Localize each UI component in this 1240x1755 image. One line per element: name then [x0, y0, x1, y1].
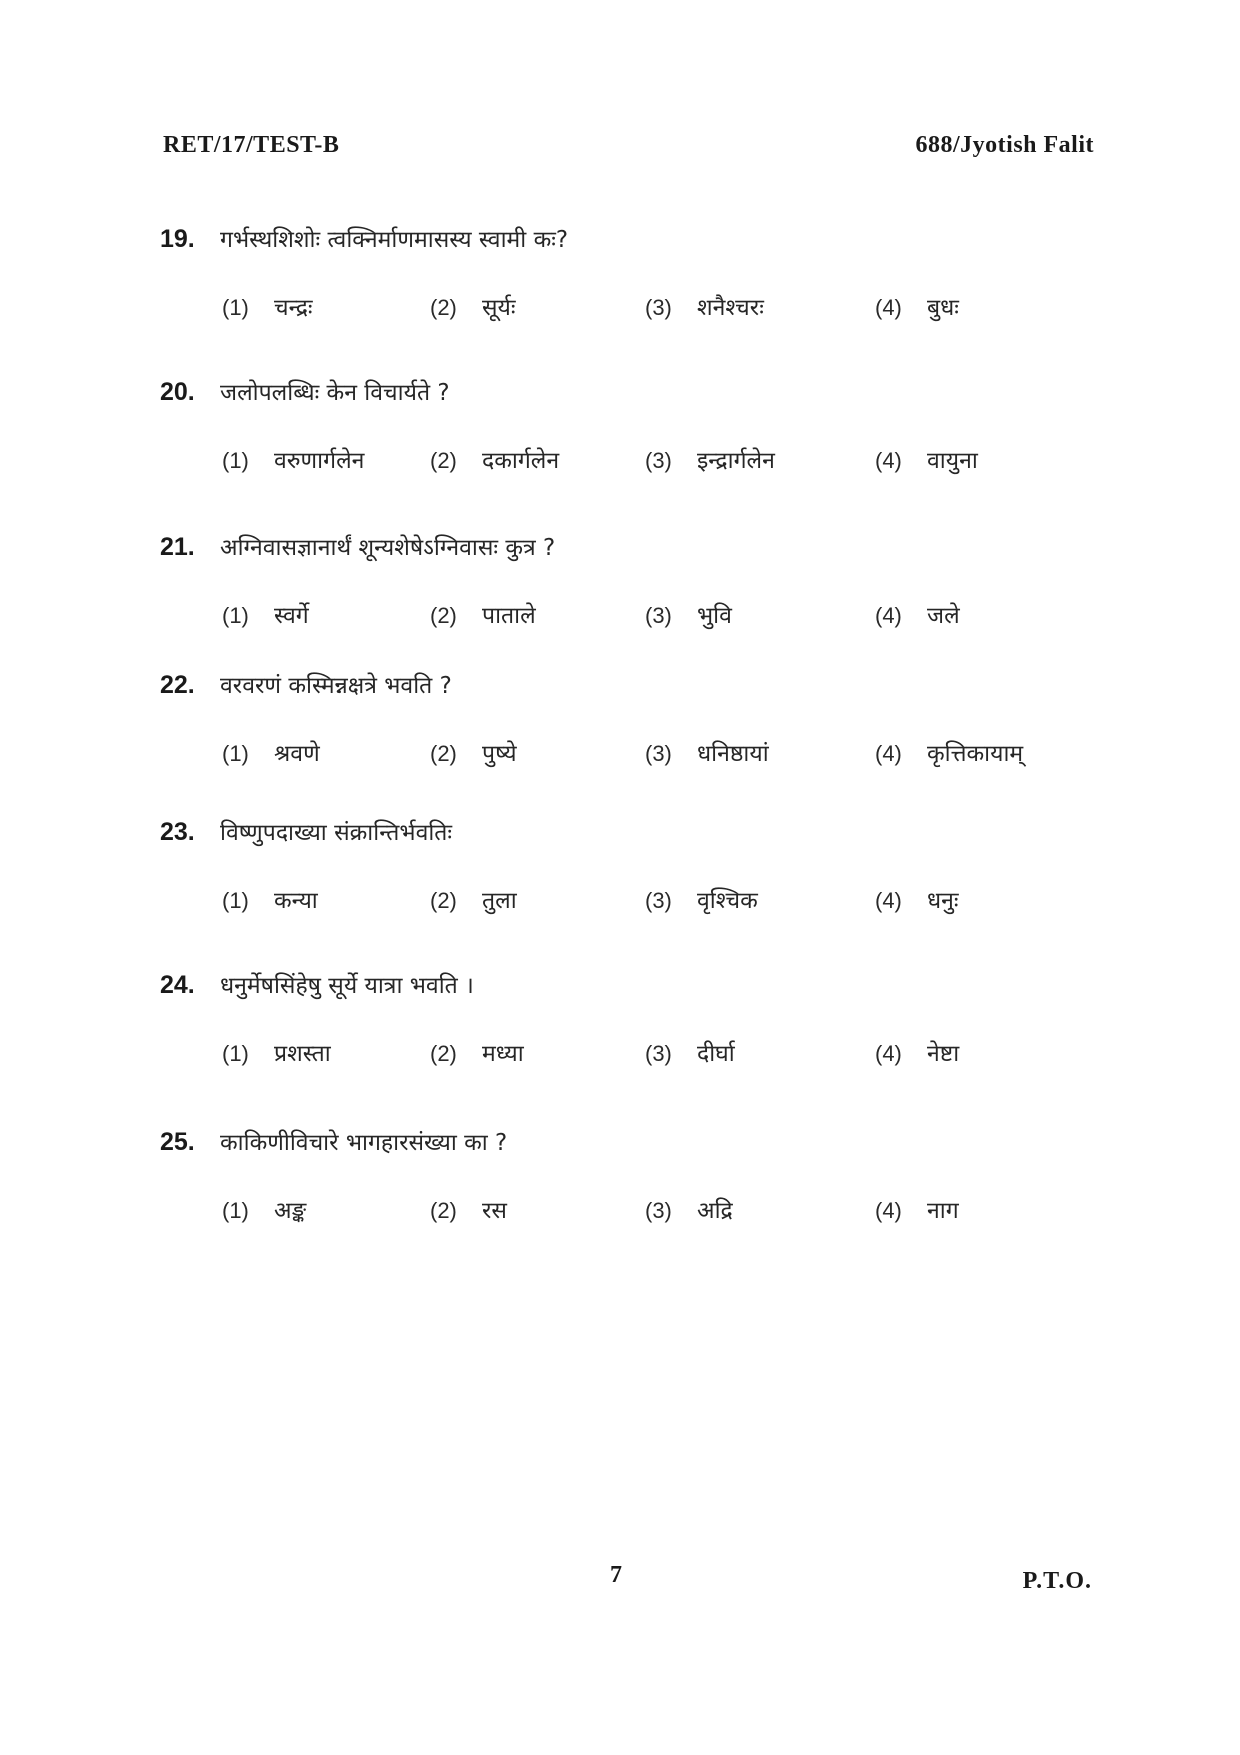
option-text: पाताले: [482, 603, 536, 629]
question-number: 21.: [160, 533, 195, 561]
option-text: रस: [482, 1198, 507, 1224]
option-text: इन्द्रार्गलेन: [697, 448, 775, 474]
options-row: [160, 1036, 1110, 1080]
option-text: कन्या: [274, 888, 318, 914]
option-text: प्रशस्ता: [274, 1041, 331, 1067]
question-text: अग्निवासज्ञानार्थं शून्यशेषेऽग्निवासः कुत्र ?: [220, 535, 556, 561]
option-2: [430, 736, 517, 768]
option-2: [430, 1193, 507, 1225]
option-text: मध्या: [482, 1041, 524, 1067]
option-text: धनुः: [927, 888, 959, 914]
option-text: शनैश्चरः: [697, 295, 764, 321]
option-3: [645, 883, 758, 915]
option-3: [645, 443, 775, 475]
option-label: (1): [222, 741, 249, 766]
option-text: कृत्तिकायाम्: [927, 741, 1024, 767]
option-text: सूर्यः: [482, 295, 516, 321]
option-label: (2): [430, 1041, 457, 1066]
option-label: (1): [222, 603, 249, 628]
option-1: [222, 736, 320, 768]
option-3: [645, 290, 764, 322]
option-2: [430, 598, 536, 630]
option-text: स्वर्गे: [274, 603, 309, 629]
option-label: (4): [875, 603, 902, 628]
option-1: [222, 1036, 331, 1068]
option-text: पुष्ये: [482, 741, 517, 767]
option-4: [875, 736, 1023, 768]
option-text: वायुना: [927, 448, 978, 474]
question-text: वरवरणं कस्मिन्नक्षत्रे भवति ?: [220, 673, 452, 699]
option-text: दकार्गलेन: [482, 448, 560, 474]
option-4: [875, 1036, 959, 1068]
question-24: [160, 968, 1110, 1080]
question-text: धनुर्मेषसिंहेषु सूर्ये यात्रा भवति ।: [220, 973, 474, 999]
option-1: [222, 443, 364, 475]
page-number: 7: [610, 1562, 622, 1588]
question-text: विष्णुपदाख्या संक्रान्तिर्भवतिः: [220, 820, 453, 846]
option-label: (4): [875, 1041, 902, 1066]
option-1: [222, 598, 309, 630]
option-2: [430, 883, 517, 915]
option-label: (1): [222, 1198, 249, 1223]
option-text: दीर्घा: [697, 1041, 735, 1067]
option-text: वृश्चिक: [697, 888, 758, 914]
option-text: अद्रि: [697, 1198, 733, 1224]
option-3: [645, 1193, 733, 1225]
option-label: (1): [222, 448, 249, 473]
option-label: (1): [222, 295, 249, 320]
question-25: [160, 1125, 1110, 1237]
option-text: अङ्क: [274, 1198, 307, 1224]
option-2: [430, 290, 516, 322]
option-label: (3): [645, 448, 672, 473]
option-4: [875, 443, 978, 475]
question-number: 22.: [160, 671, 195, 699]
option-label: (4): [875, 741, 902, 766]
option-text: नाग: [927, 1198, 959, 1224]
option-text: वरुणार्गलेन: [274, 448, 365, 474]
option-3: [645, 1036, 735, 1068]
question-number: 25.: [160, 1128, 195, 1156]
question-text: काकिणीविचारे भागहारसंख्या का ?: [220, 1130, 508, 1156]
question-number: 24.: [160, 971, 195, 999]
question-text: गर्भस्थशिशोः त्वक्निर्माणमासस्य स्वामी कः?: [220, 227, 569, 253]
option-4: [875, 1193, 959, 1225]
option-label: (3): [645, 1041, 672, 1066]
option-3: [645, 598, 732, 630]
question-20: [160, 375, 1110, 487]
option-label: (2): [430, 448, 457, 473]
options-row: [160, 443, 1110, 487]
question-22: [160, 668, 1110, 780]
options-row: [160, 598, 1110, 642]
option-text: नेष्टा: [927, 1041, 960, 1067]
please-turn-over: P.T.O.: [1022, 1568, 1092, 1594]
option-label: (2): [430, 741, 457, 766]
option-text: जले: [927, 603, 960, 629]
options-row: [160, 290, 1110, 334]
option-label: (3): [645, 888, 672, 913]
option-text: भुवि: [697, 603, 732, 629]
option-label: (1): [222, 1041, 249, 1066]
options-row: [160, 1193, 1110, 1237]
subject-code: 688/Jyotish Falit: [915, 132, 1094, 158]
option-label: (3): [645, 295, 672, 320]
question-23: [160, 815, 1110, 927]
question-21: [160, 530, 1110, 642]
option-label: (4): [875, 888, 902, 913]
options-row: [160, 883, 1110, 927]
option-label: (4): [875, 1198, 902, 1223]
option-text: श्रवणे: [274, 741, 320, 767]
question-number: 19.: [160, 225, 195, 253]
option-label: (4): [875, 295, 902, 320]
option-1: [222, 1193, 306, 1225]
option-label: (3): [645, 741, 672, 766]
question-number: 23.: [160, 818, 195, 846]
option-text: तुला: [482, 888, 517, 914]
option-label: (3): [645, 1198, 672, 1223]
option-4: [875, 598, 960, 630]
option-label: (1): [222, 888, 249, 913]
option-2: [430, 1036, 524, 1068]
option-4: [875, 883, 959, 915]
paper-code: RET/17/TEST-B: [163, 132, 340, 158]
option-text: धनिष्ठायां: [697, 741, 769, 767]
option-3: [645, 736, 769, 768]
option-label: (4): [875, 448, 902, 473]
option-2: [430, 443, 559, 475]
option-label: (2): [430, 295, 457, 320]
option-text: चन्द्रः: [274, 295, 313, 321]
option-1: [222, 290, 313, 322]
question-number: 20.: [160, 378, 195, 406]
option-text: बुधः: [927, 295, 959, 321]
option-label: (2): [430, 1198, 457, 1223]
option-label: (2): [430, 888, 457, 913]
option-4: [875, 290, 959, 322]
option-label: (3): [645, 603, 672, 628]
options-row: [160, 736, 1110, 780]
question-19: [160, 222, 1110, 334]
option-label: (2): [430, 603, 457, 628]
question-text: जलोपलब्धिः केन विचार्यते ?: [220, 380, 450, 406]
option-1: [222, 883, 318, 915]
